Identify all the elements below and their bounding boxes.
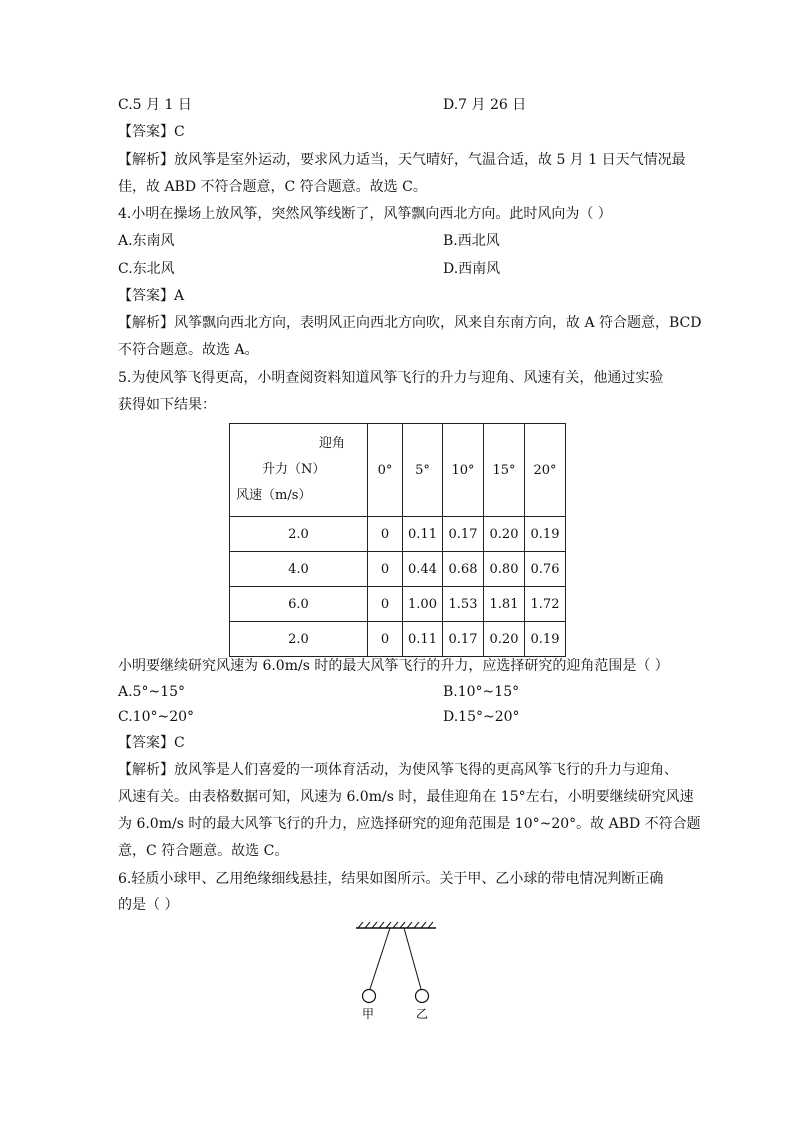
lift-cell: 0 bbox=[368, 552, 403, 587]
angle-header-cell: 20° bbox=[525, 424, 566, 517]
q5-option-d: D.15°~20° bbox=[443, 709, 520, 725]
speed-cell: 2.0 bbox=[230, 622, 368, 657]
speed-cell: 4.0 bbox=[230, 552, 368, 587]
table-diagonal-header bbox=[230, 424, 368, 517]
header-speed: 风速（m/s） bbox=[236, 488, 312, 503]
lift-cell: 0.44 bbox=[403, 552, 443, 587]
lift-cell: 0.20 bbox=[484, 622, 525, 657]
q4-option-a: A.东南风 bbox=[118, 233, 175, 249]
lift-cell: 0.80 bbox=[484, 552, 525, 587]
lift-cell: 0 bbox=[368, 622, 403, 657]
lift-cell: 1.00 bbox=[403, 587, 443, 622]
q4-answer: 【答案】A bbox=[118, 288, 185, 304]
ball-jia bbox=[363, 990, 376, 1003]
header-lift: 升力（N） bbox=[262, 462, 326, 477]
hanging-balls-figure bbox=[350, 920, 445, 1025]
lift-cell: 0.19 bbox=[525, 517, 566, 552]
table-row bbox=[230, 622, 566, 657]
lift-cell: 0.76 bbox=[525, 552, 566, 587]
angle-header-cell: 0° bbox=[368, 424, 403, 517]
q6-stem-line-2: 的是（ ） bbox=[118, 897, 179, 913]
q5-option-c: C.10°~20° bbox=[118, 709, 195, 725]
lift-data-table bbox=[229, 423, 566, 657]
q4-analysis-line-1: 【解析】风筝飘向西北方向，表明风正向西北方向吹，风来自东南方向，故 A 符合题意，BCD bbox=[118, 315, 702, 331]
angle-header-cell: 15° bbox=[484, 424, 525, 517]
lift-cell: 0.68 bbox=[443, 552, 484, 587]
table-row bbox=[230, 517, 566, 552]
q5-stem-line-2: 获得如下结果： bbox=[118, 397, 216, 413]
speed-cell: 2.0 bbox=[230, 517, 368, 552]
q5-analysis-line-1: 【解析】放风筝是人们喜爱的一项体育活动，为使风筝飞得的更高风筝飞行的升力与迎角、 bbox=[118, 762, 678, 778]
lift-cell: 1.53 bbox=[443, 587, 484, 622]
angle-header-cell: 5° bbox=[403, 424, 443, 517]
lift-cell: 0.17 bbox=[443, 622, 484, 657]
q4-option-b: B.西北风 bbox=[443, 233, 500, 249]
lift-cell: 0.11 bbox=[403, 517, 443, 552]
q5-analysis-line-4: 意，C 符合题意。故选 C。 bbox=[118, 843, 289, 859]
q3-option-d: D.7 月 26 日 bbox=[443, 97, 527, 113]
ceiling-hatch bbox=[358, 922, 433, 928]
lift-cell: 0.20 bbox=[484, 517, 525, 552]
label-yi: 乙 bbox=[416, 1007, 429, 1021]
q4-option-d: D.西南风 bbox=[443, 261, 501, 277]
q5-option-b: B.10°~15° bbox=[443, 684, 520, 700]
thread-yi bbox=[404, 928, 421, 989]
q5-analysis-line-2: 风速有关。由表格数据可知，风速为 6.0m/s 时，最佳迎角在 15°左右，小明要继续研究风速 bbox=[118, 789, 694, 805]
q4-stem: 4.小明在操场上放风筝，突然风筝线断了，风筝飘向西北方向。此时风向为（ ） bbox=[118, 206, 612, 222]
lift-cell: 1.72 bbox=[525, 587, 566, 622]
thread-jia bbox=[370, 928, 390, 989]
q4-analysis-line-2: 不符合题意。故选 A。 bbox=[118, 342, 259, 358]
header-angle: 迎角 bbox=[318, 436, 345, 451]
hanging-balls-diagram bbox=[350, 920, 445, 1025]
table-row bbox=[230, 552, 566, 587]
lift-cell: 0.11 bbox=[403, 622, 443, 657]
q3-analysis-line-2: 佳，故 ABD 不符合题意，C 符合题意。故选 C。 bbox=[118, 179, 427, 195]
q3-analysis-line-1: 【解析】放风筝是室外运动，要求风力适当，天气晴好，气温合适，故 5 月 1 日天气情况最 bbox=[118, 152, 686, 168]
q5-option-a: A.5°~15° bbox=[118, 684, 186, 700]
q3-answer: 【答案】C bbox=[118, 124, 185, 140]
lift-cell: 0 bbox=[368, 517, 403, 552]
q3-option-c: C.5 月 1 日 bbox=[118, 97, 192, 113]
q4-option-c: C.东北风 bbox=[118, 261, 175, 277]
ball-yi bbox=[416, 990, 429, 1003]
q5-stem-line-1: 5.为使风筝飞得更高，小明查阅资料知道风筝飞行的升力与迎角、风速有关，他通过实验 bbox=[118, 370, 664, 386]
lift-cell: 0.19 bbox=[525, 622, 566, 657]
q5-answer: 【答案】C bbox=[118, 735, 185, 751]
lift-cell: 0.17 bbox=[443, 517, 484, 552]
q5-analysis-line-3: 为 6.0m/s 时的最大风筝飞行的升力，应选择研究的迎角范围是 10°~20°。故 ABD 不符合题 bbox=[118, 816, 701, 832]
table-row bbox=[230, 587, 566, 622]
q5-question: 小明要继续研究风速为 6.0m/s 时的最大风筝飞行的升力，应选择研究的迎角范围是（ ） bbox=[118, 658, 669, 674]
table-header-row bbox=[230, 424, 566, 517]
speed-cell: 6.0 bbox=[230, 587, 368, 622]
q6-stem-line-1: 6.轻质小球甲、乙用绝缘细线悬挂，结果如图所示。关于甲、乙小球的带电情况判断正确 bbox=[118, 871, 664, 887]
lift-cell: 1.81 bbox=[484, 587, 525, 622]
label-jia: 甲 bbox=[362, 1007, 375, 1021]
lift-cell: 0 bbox=[368, 587, 403, 622]
angle-header-cell: 10° bbox=[443, 424, 484, 517]
